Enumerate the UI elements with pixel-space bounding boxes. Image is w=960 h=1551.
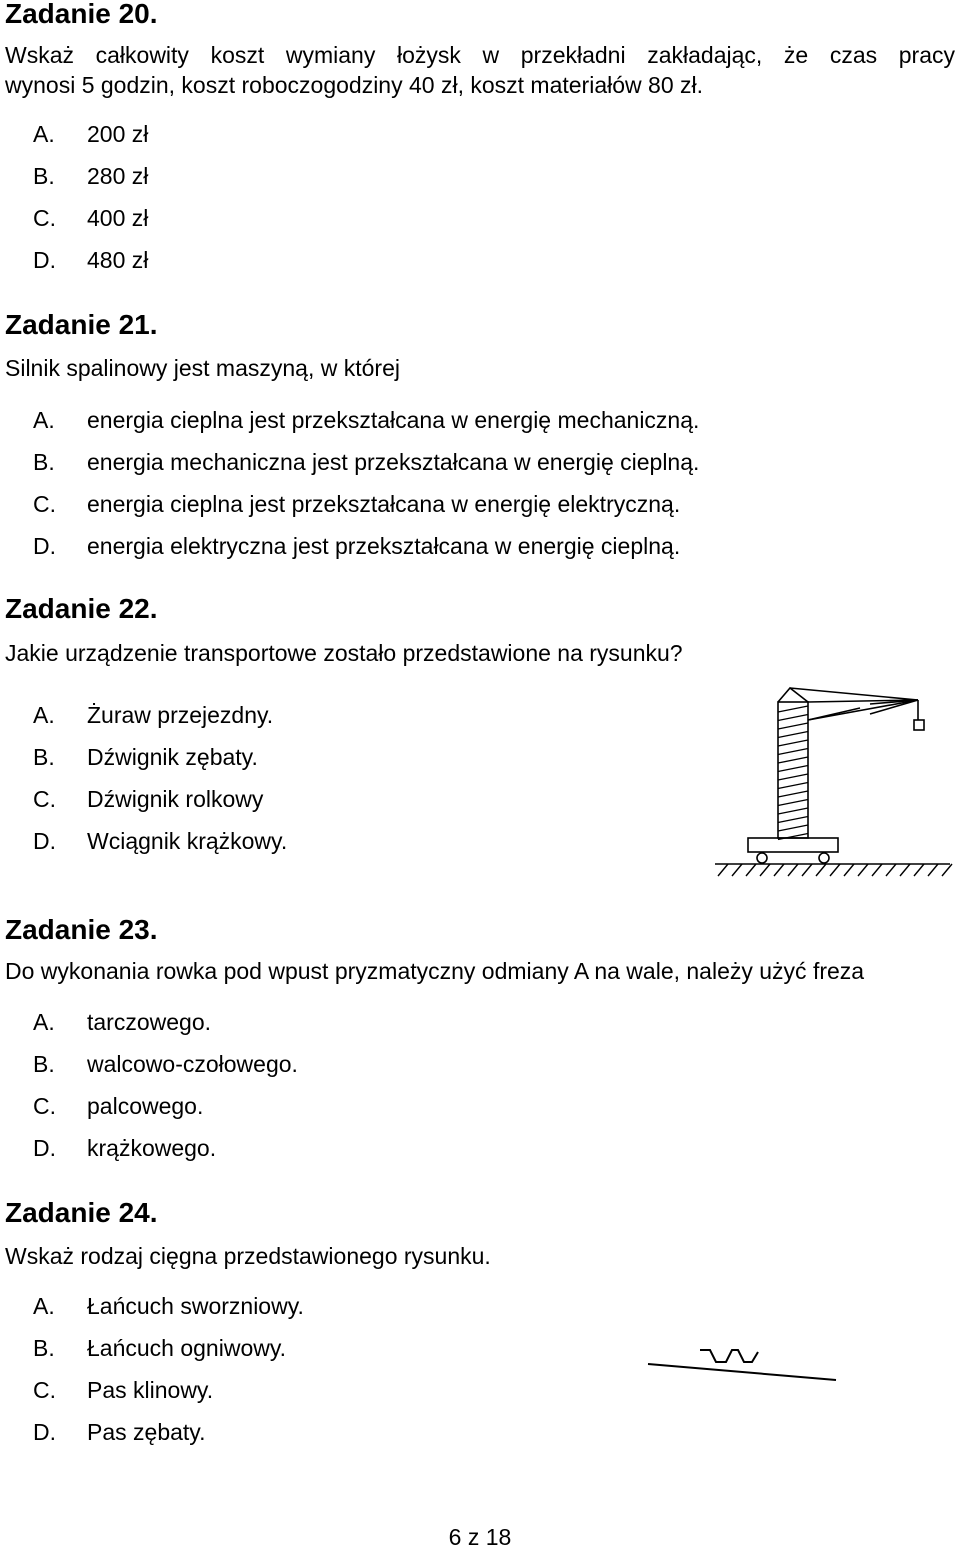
crane-lattice-bar	[778, 791, 808, 797]
option-text: palcowego.	[87, 1093, 204, 1119]
option-letter: A.	[33, 1293, 55, 1319]
option-text: Łańcuch ogniwowy.	[87, 1335, 287, 1361]
task-23-option-c[interactable]	[0, 1093, 600, 1121]
option-letter: D.	[33, 247, 56, 273]
option-letter: A.	[33, 1009, 55, 1035]
option-letter: B.	[33, 449, 55, 475]
option-text: 480 zł	[87, 247, 149, 273]
option-letter: D.	[33, 1135, 56, 1161]
crane-lattice-bar	[778, 800, 808, 806]
task-20-option-d[interactable]	[0, 247, 600, 275]
option-text: Pas klinowy.	[87, 1377, 214, 1403]
option-text: energia cieplna jest przekształcana w energię mechaniczną.	[87, 407, 700, 433]
option-letter: C.	[33, 786, 56, 812]
ground-hatch-line	[816, 864, 826, 876]
crane-lattice-bar	[778, 766, 808, 772]
ground-hatch-line	[718, 864, 728, 876]
option-text: energia elektryczna jest przekształcana w energię cieplną.	[87, 533, 681, 559]
option-letter: C.	[33, 1377, 56, 1403]
option-text: 200 zł	[87, 121, 149, 147]
option-text: tarczowego.	[87, 1009, 212, 1035]
option-text: Żuraw przejezdny.	[87, 702, 274, 728]
option-letter: B.	[33, 1335, 55, 1361]
option-letter: D.	[33, 533, 56, 559]
task-21-option-d[interactable]	[0, 533, 800, 561]
task-22-option-c[interactable]	[0, 786, 600, 814]
crane-lattice-bar	[778, 808, 808, 814]
crane-lattice-bar	[778, 774, 808, 780]
task-24-option-a[interactable]	[0, 1293, 600, 1321]
crane-drawing	[710, 680, 955, 880]
crane-lattice-bar	[778, 706, 808, 712]
ground-hatch-line	[858, 864, 868, 876]
crane-lattice-bar	[778, 715, 808, 721]
task-20-question-line-1: Wskaż całkowity koszt wymiany łożysk w przekładni zakładając, że czas pracy	[5, 42, 955, 68]
crane-lattice-bar	[778, 749, 808, 755]
task-24-option-d[interactable]	[0, 1419, 600, 1447]
option-letter: A.	[33, 702, 55, 728]
option-letter: B.	[33, 1051, 55, 1077]
task-22-option-a[interactable]	[0, 702, 600, 730]
option-letter: C.	[33, 1093, 56, 1119]
ground-hatch-line	[732, 864, 742, 876]
crane-lattice-bar	[778, 732, 808, 738]
option-text: Pas zębaty.	[87, 1419, 206, 1445]
option-letter: C.	[33, 205, 56, 231]
task-22-option-b[interactable]	[0, 744, 600, 772]
ground-hatch-line	[788, 864, 798, 876]
task-24-option-c[interactable]	[0, 1377, 600, 1405]
task-22-question: Jakie urządzenie transportowe zostało przedstawione na rysunku?	[5, 640, 683, 666]
ground-hatch-line	[900, 864, 910, 876]
page-number: 6 z 18	[448, 1524, 512, 1550]
task-20-option-b[interactable]	[0, 163, 600, 191]
option-text: Dźwignik zębaty.	[87, 744, 258, 770]
ground-hatch-line	[872, 864, 882, 876]
task-21-title: Zadanie 21.	[5, 309, 158, 340]
task-24-option-b[interactable]	[0, 1335, 600, 1363]
option-text: Dźwignik rolkowy	[87, 786, 264, 812]
task-23-option-b[interactable]	[0, 1051, 600, 1079]
option-text: krążkowego.	[87, 1135, 217, 1161]
task-23-title: Zadanie 23.	[5, 914, 158, 945]
option-text: walcowo-czołowego.	[87, 1051, 298, 1077]
task-21-option-c[interactable]	[0, 491, 800, 519]
task-20-option-c[interactable]	[0, 205, 600, 233]
ground-hatch-line	[928, 864, 938, 876]
option-text: 280 zł	[87, 163, 149, 189]
task-23-question: Do wykonania rowka pod wpust pryzmatyczny odmiany A na wale, należy użyć freza	[5, 958, 865, 984]
task-24-title: Zadanie 24.	[5, 1197, 158, 1228]
crane-lattice-bar	[778, 740, 808, 746]
crane-lattice-bar	[778, 757, 808, 763]
task-22-title: Zadanie 22.	[5, 593, 158, 624]
task-20-question-line-2: wynosi 5 godzin, koszt roboczogodziny 40 zł, koszt materiałów 80 zł.	[5, 72, 703, 98]
task-23-option-a[interactable]	[0, 1009, 600, 1037]
task-22-option-d[interactable]	[0, 828, 600, 856]
ground-hatch-line	[942, 864, 952, 876]
option-letter: A.	[33, 407, 55, 433]
ground-hatch-line	[830, 864, 840, 876]
crane-lattice-bar	[778, 817, 808, 823]
option-letter: B.	[33, 744, 55, 770]
option-letter: D.	[33, 828, 56, 854]
task-21-option-a[interactable]	[0, 407, 800, 435]
ground-hatch-line	[774, 864, 784, 876]
task-23-option-d[interactable]	[0, 1135, 600, 1163]
crane-lattice-bar	[778, 723, 808, 729]
option-text: energia mechaniczna jest przekształcana w energię cieplną.	[87, 449, 700, 475]
ground-hatch-line	[802, 864, 812, 876]
task-20-option-a[interactable]	[0, 121, 600, 149]
task-24-question: Wskaż rodzaj cięgna przedstawionego rysunku.	[5, 1243, 491, 1269]
ground-hatch-line	[746, 864, 756, 876]
option-letter: D.	[33, 1419, 56, 1445]
task-20-title: Zadanie 20.	[5, 0, 158, 29]
task-21-question: Silnik spalinowy jest maszyną, w której	[5, 355, 400, 381]
option-text: Łańcuch sworzniowy.	[87, 1293, 304, 1319]
option-letter: C.	[33, 491, 56, 517]
crane-lattice-bar	[778, 825, 808, 831]
option-letter: A.	[33, 121, 55, 147]
ground-hatch-line	[760, 864, 770, 876]
ground-hatch-line	[844, 864, 854, 876]
task-21-option-b[interactable]	[0, 449, 800, 477]
ground-hatch-line	[886, 864, 896, 876]
option-letter: B.	[33, 163, 55, 189]
option-text: Wciągnik krążkowy.	[87, 828, 288, 854]
option-text: 400 zł	[87, 205, 149, 231]
crane-lattice-bar	[778, 783, 808, 789]
ground-hatch-line	[914, 864, 924, 876]
option-text: energia cieplna jest przekształcana w energię elektryczną.	[87, 491, 681, 517]
belt-drawing	[640, 1340, 840, 1385]
